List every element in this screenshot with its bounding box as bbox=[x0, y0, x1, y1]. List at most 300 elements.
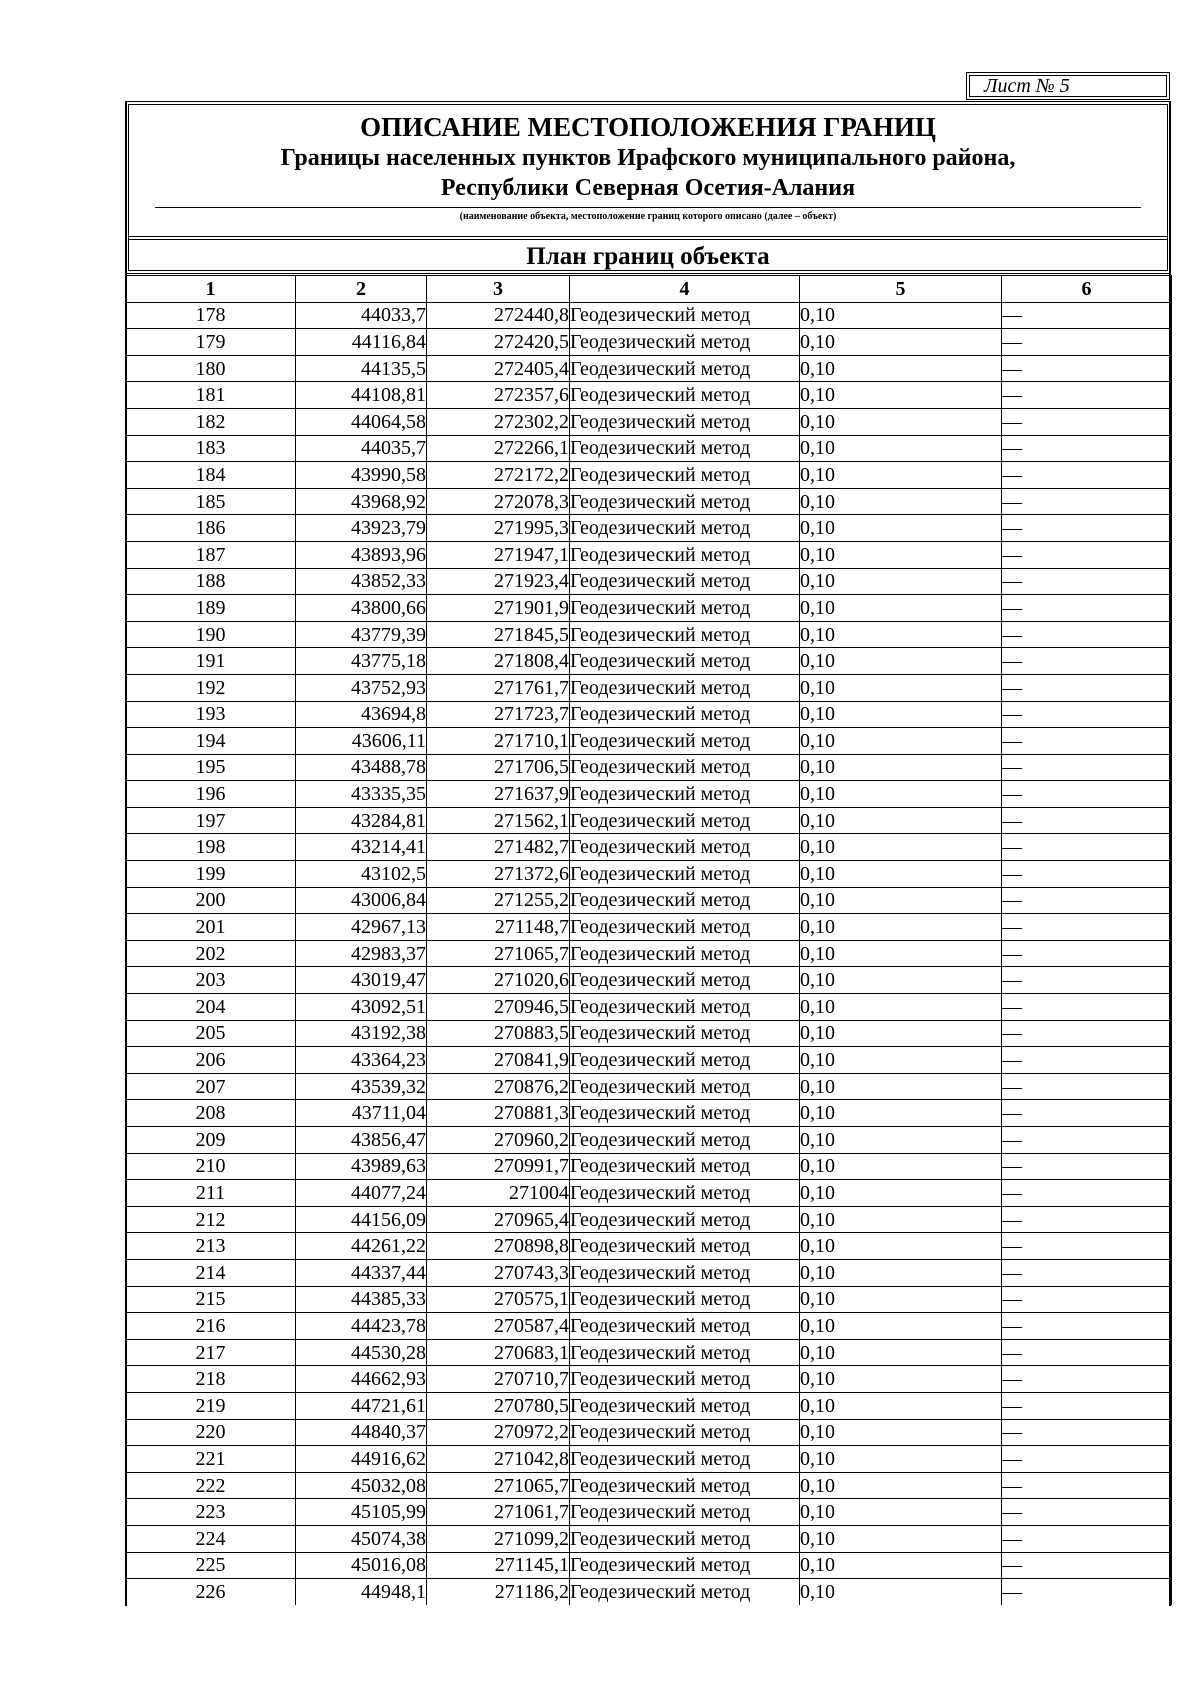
note-cell: — bbox=[1002, 1047, 1172, 1074]
point-number-cell: 210 bbox=[126, 1153, 296, 1180]
table-row bbox=[126, 488, 1172, 515]
method-cell: Геодезический метод bbox=[570, 1366, 800, 1393]
coord-x-cell: 43214,41 bbox=[296, 834, 427, 861]
coord-x-cell: 44035,7 bbox=[296, 435, 427, 462]
note-cell: — bbox=[1002, 887, 1172, 914]
method-cell: Геодезический метод bbox=[570, 1153, 800, 1180]
coord-x-cell: 43779,39 bbox=[296, 621, 427, 648]
method-cell: Геодезический метод bbox=[570, 1100, 800, 1127]
table-row bbox=[126, 807, 1172, 834]
table-row bbox=[126, 1525, 1172, 1552]
coord-x-cell: 44423,78 bbox=[296, 1313, 427, 1340]
table-row bbox=[126, 1206, 1172, 1233]
point-number-cell: 212 bbox=[126, 1206, 296, 1233]
accuracy-cell: 0,10 bbox=[800, 781, 1002, 808]
coord-x-cell: 43775,18 bbox=[296, 648, 427, 675]
point-number-cell: 224 bbox=[126, 1525, 296, 1552]
accuracy-cell: 0,10 bbox=[800, 1446, 1002, 1473]
coord-y-cell: 270991,7 bbox=[427, 1153, 570, 1180]
coord-x-cell: 43019,47 bbox=[296, 967, 427, 994]
note-cell: — bbox=[1002, 648, 1172, 675]
table-row bbox=[126, 355, 1172, 382]
coord-x-cell: 43102,5 bbox=[296, 861, 427, 888]
coord-x-cell: 43488,78 bbox=[296, 754, 427, 781]
accuracy-cell: 0,10 bbox=[800, 568, 1002, 595]
method-cell: Геодезический метод bbox=[570, 994, 800, 1021]
coord-x-cell: 44135,5 bbox=[296, 355, 427, 382]
coord-x-cell: 44916,62 bbox=[296, 1446, 427, 1473]
accuracy-cell: 0,10 bbox=[800, 541, 1002, 568]
coord-y-cell: 271042,8 bbox=[427, 1446, 570, 1473]
note-cell: — bbox=[1002, 595, 1172, 622]
method-cell: Геодезический метод bbox=[570, 462, 800, 489]
point-number-cell: 180 bbox=[126, 355, 296, 382]
table-row bbox=[126, 674, 1172, 701]
coord-y-cell: 272357,6 bbox=[427, 382, 570, 409]
method-cell: Геодезический метод bbox=[570, 408, 800, 435]
accuracy-cell: 0,10 bbox=[800, 1100, 1002, 1127]
accuracy-cell: 0,10 bbox=[800, 382, 1002, 409]
accuracy-cell: 0,10 bbox=[800, 834, 1002, 861]
subtitle-line-1: Границы населенных пунктов Ирафского муниципального района, bbox=[280, 145, 1016, 171]
coord-x-cell: 43989,63 bbox=[296, 1153, 427, 1180]
accuracy-cell: 0,10 bbox=[800, 1472, 1002, 1499]
note-cell: — bbox=[1002, 1180, 1172, 1207]
note-cell: — bbox=[1002, 302, 1172, 329]
accuracy-cell: 0,10 bbox=[800, 1579, 1002, 1605]
accuracy-cell: 0,10 bbox=[800, 1392, 1002, 1419]
note-cell: — bbox=[1002, 1206, 1172, 1233]
method-cell: Геодезический метод bbox=[570, 302, 800, 329]
point-number-cell: 216 bbox=[126, 1313, 296, 1340]
accuracy-cell: 0,10 bbox=[800, 940, 1002, 967]
coord-y-cell: 271947,1 bbox=[427, 541, 570, 568]
coord-x-cell: 43606,11 bbox=[296, 728, 427, 755]
table-row bbox=[126, 1233, 1172, 1260]
table-row bbox=[126, 435, 1172, 462]
note-cell: — bbox=[1002, 674, 1172, 701]
note-cell: — bbox=[1002, 807, 1172, 834]
coord-y-cell: 271020,6 bbox=[427, 967, 570, 994]
point-number-cell: 207 bbox=[126, 1073, 296, 1100]
coord-x-cell: 43856,47 bbox=[296, 1127, 427, 1154]
note-cell: — bbox=[1002, 914, 1172, 941]
table-row bbox=[126, 515, 1172, 542]
note-cell: — bbox=[1002, 435, 1172, 462]
method-cell: Геодезический метод bbox=[570, 355, 800, 382]
column-header-4: 4 bbox=[570, 276, 800, 303]
method-cell: Геодезический метод bbox=[570, 541, 800, 568]
coord-x-cell: 44108,81 bbox=[296, 382, 427, 409]
table-row bbox=[126, 1127, 1172, 1154]
point-number-cell: 214 bbox=[126, 1259, 296, 1286]
method-cell: Геодезический метод bbox=[570, 940, 800, 967]
coord-x-cell: 42967,13 bbox=[296, 914, 427, 941]
note-cell: — bbox=[1002, 1419, 1172, 1446]
accuracy-cell: 0,10 bbox=[800, 595, 1002, 622]
coord-x-cell: 44530,28 bbox=[296, 1339, 427, 1366]
accuracy-cell: 0,10 bbox=[800, 1127, 1002, 1154]
accuracy-cell: 0,10 bbox=[800, 1180, 1002, 1207]
coord-y-cell: 270965,4 bbox=[427, 1206, 570, 1233]
table-row bbox=[126, 1392, 1172, 1419]
coord-y-cell: 272405,4 bbox=[427, 355, 570, 382]
note-cell: — bbox=[1002, 1392, 1172, 1419]
note-cell: — bbox=[1002, 1100, 1172, 1127]
column-header-1: 1 bbox=[126, 276, 296, 303]
coord-x-cell: 44721,61 bbox=[296, 1392, 427, 1419]
accuracy-cell: 0,10 bbox=[800, 674, 1002, 701]
coord-x-cell: 43539,32 bbox=[296, 1073, 427, 1100]
table-row bbox=[126, 1579, 1172, 1605]
method-cell: Геодезический метод bbox=[570, 1552, 800, 1579]
table-row bbox=[126, 1446, 1172, 1473]
table-row bbox=[126, 329, 1172, 356]
coord-y-cell: 272078,3 bbox=[427, 488, 570, 515]
table-row bbox=[126, 595, 1172, 622]
column-header-3: 3 bbox=[427, 276, 570, 303]
coord-x-cell: 44385,33 bbox=[296, 1286, 427, 1313]
accuracy-cell: 0,10 bbox=[800, 1073, 1002, 1100]
coord-y-cell: 270683,1 bbox=[427, 1339, 570, 1366]
coord-x-cell: 44840,37 bbox=[296, 1419, 427, 1446]
method-cell: Геодезический метод bbox=[570, 1286, 800, 1313]
coord-y-cell: 271186,2 bbox=[427, 1579, 570, 1605]
note-cell: — bbox=[1002, 1339, 1172, 1366]
note-cell: — bbox=[1002, 1472, 1172, 1499]
note-cell: — bbox=[1002, 1446, 1172, 1473]
note-cell: — bbox=[1002, 382, 1172, 409]
table-row bbox=[126, 1313, 1172, 1340]
point-number-cell: 223 bbox=[126, 1499, 296, 1526]
accuracy-cell: 0,10 bbox=[800, 462, 1002, 489]
table-row bbox=[126, 834, 1172, 861]
table-row bbox=[126, 1259, 1172, 1286]
method-cell: Геодезический метод bbox=[570, 515, 800, 542]
accuracy-cell: 0,10 bbox=[800, 994, 1002, 1021]
accuracy-cell: 0,10 bbox=[800, 1419, 1002, 1446]
coord-x-cell: 43752,93 bbox=[296, 674, 427, 701]
method-cell: Геодезический метод bbox=[570, 728, 800, 755]
note-cell: — bbox=[1002, 1073, 1172, 1100]
note-cell: — bbox=[1002, 861, 1172, 888]
note-cell: — bbox=[1002, 1153, 1172, 1180]
coord-y-cell: 270587,4 bbox=[427, 1313, 570, 1340]
accuracy-cell: 0,10 bbox=[800, 967, 1002, 994]
coord-x-cell: 44156,09 bbox=[296, 1206, 427, 1233]
point-number-cell: 196 bbox=[126, 781, 296, 808]
title-underline bbox=[155, 207, 1141, 208]
method-cell: Геодезический метод bbox=[570, 781, 800, 808]
table-row bbox=[126, 967, 1172, 994]
coord-x-cell: 44077,24 bbox=[296, 1180, 427, 1207]
coord-y-cell: 271148,7 bbox=[427, 914, 570, 941]
accuracy-cell: 0,10 bbox=[800, 1525, 1002, 1552]
note-cell: — bbox=[1002, 1259, 1172, 1286]
coord-x-cell: 44064,58 bbox=[296, 408, 427, 435]
point-number-cell: 183 bbox=[126, 435, 296, 462]
coord-y-cell: 271706,5 bbox=[427, 754, 570, 781]
point-number-cell: 221 bbox=[126, 1446, 296, 1473]
point-number-cell: 211 bbox=[126, 1180, 296, 1207]
table-row bbox=[126, 541, 1172, 568]
method-cell: Геодезический метод bbox=[570, 1313, 800, 1340]
method-cell: Геодезический метод bbox=[570, 435, 800, 462]
table-row bbox=[126, 408, 1172, 435]
table-row bbox=[126, 728, 1172, 755]
section-title: План границ объекта bbox=[526, 243, 770, 270]
method-cell: Геодезический метод bbox=[570, 568, 800, 595]
point-number-cell: 222 bbox=[126, 1472, 296, 1499]
accuracy-cell: 0,10 bbox=[800, 728, 1002, 755]
accuracy-cell: 0,10 bbox=[800, 1313, 1002, 1340]
accuracy-cell: 0,10 bbox=[800, 408, 1002, 435]
coord-y-cell: 272302,2 bbox=[427, 408, 570, 435]
point-number-cell: 218 bbox=[126, 1366, 296, 1393]
table-row bbox=[126, 302, 1172, 329]
coord-y-cell: 270841,9 bbox=[427, 1047, 570, 1074]
note-cell: — bbox=[1002, 488, 1172, 515]
table-row bbox=[126, 1153, 1172, 1180]
accuracy-cell: 0,10 bbox=[800, 1366, 1002, 1393]
table-row bbox=[126, 382, 1172, 409]
note-cell: — bbox=[1002, 834, 1172, 861]
accuracy-cell: 0,10 bbox=[800, 1153, 1002, 1180]
accuracy-cell: 0,10 bbox=[800, 1339, 1002, 1366]
coord-y-cell: 270946,5 bbox=[427, 994, 570, 1021]
coord-y-cell: 270876,2 bbox=[427, 1073, 570, 1100]
accuracy-cell: 0,10 bbox=[800, 1206, 1002, 1233]
coord-y-cell: 271995,3 bbox=[427, 515, 570, 542]
object-caption: (наименование объекта, местоположение границ которого описано (далее – объект) bbox=[459, 211, 837, 222]
coord-y-cell: 272420,5 bbox=[427, 329, 570, 356]
column-header-6: 6 bbox=[1002, 276, 1172, 303]
note-cell: — bbox=[1002, 1233, 1172, 1260]
note-cell: — bbox=[1002, 1020, 1172, 1047]
table-row bbox=[126, 1180, 1172, 1207]
accuracy-cell: 0,10 bbox=[800, 621, 1002, 648]
coord-y-cell: 270960,2 bbox=[427, 1127, 570, 1154]
coord-x-cell: 44116,84 bbox=[296, 329, 427, 356]
table-header-row bbox=[126, 276, 1172, 303]
method-cell: Геодезический метод bbox=[570, 807, 800, 834]
coord-y-cell: 270883,5 bbox=[427, 1020, 570, 1047]
accuracy-cell: 0,10 bbox=[800, 302, 1002, 329]
note-cell: — bbox=[1002, 568, 1172, 595]
section-divider bbox=[129, 236, 1167, 240]
accuracy-cell: 0,10 bbox=[800, 648, 1002, 675]
coord-x-cell: 43893,96 bbox=[296, 541, 427, 568]
point-number-cell: 182 bbox=[126, 408, 296, 435]
table-row bbox=[126, 1286, 1172, 1313]
method-cell: Геодезический метод bbox=[570, 1020, 800, 1047]
note-cell: — bbox=[1002, 355, 1172, 382]
coord-y-cell: 271255,2 bbox=[427, 887, 570, 914]
coord-y-cell: 272172,2 bbox=[427, 462, 570, 489]
note-cell: — bbox=[1002, 329, 1172, 356]
coord-y-cell: 270780,5 bbox=[427, 1392, 570, 1419]
coord-y-cell: 271761,7 bbox=[427, 674, 570, 701]
accuracy-cell: 0,10 bbox=[800, 1233, 1002, 1260]
method-cell: Геодезический метод bbox=[570, 754, 800, 781]
method-cell: Геодезический метод bbox=[570, 1339, 800, 1366]
note-cell: — bbox=[1002, 1579, 1172, 1605]
method-cell: Геодезический метод bbox=[570, 1206, 800, 1233]
coord-y-cell: 272440,8 bbox=[427, 302, 570, 329]
note-cell: — bbox=[1002, 1313, 1172, 1340]
accuracy-cell: 0,10 bbox=[800, 754, 1002, 781]
coord-x-cell: 43711,04 bbox=[296, 1100, 427, 1127]
table-row bbox=[126, 1020, 1172, 1047]
point-number-cell: 206 bbox=[126, 1047, 296, 1074]
method-cell: Геодезический метод bbox=[570, 329, 800, 356]
method-cell: Геодезический метод bbox=[570, 1525, 800, 1552]
table-body bbox=[126, 302, 1172, 1605]
coord-x-cell: 45105,99 bbox=[296, 1499, 427, 1526]
table-row bbox=[126, 568, 1172, 595]
point-number-cell: 197 bbox=[126, 807, 296, 834]
document-subtitle bbox=[129, 143, 1167, 203]
point-number-cell: 219 bbox=[126, 1392, 296, 1419]
coord-y-cell: 270743,3 bbox=[427, 1259, 570, 1286]
note-cell: — bbox=[1002, 728, 1172, 755]
point-number-cell: 226 bbox=[126, 1579, 296, 1605]
accuracy-cell: 0,10 bbox=[800, 1259, 1002, 1286]
point-number-cell: 184 bbox=[126, 462, 296, 489]
coord-x-cell: 43006,84 bbox=[296, 887, 427, 914]
document-header bbox=[125, 101, 1171, 274]
accuracy-cell: 0,10 bbox=[800, 914, 1002, 941]
coord-x-cell: 43364,23 bbox=[296, 1047, 427, 1074]
point-number-cell: 195 bbox=[126, 754, 296, 781]
table-row bbox=[126, 462, 1172, 489]
note-cell: — bbox=[1002, 515, 1172, 542]
table-row bbox=[126, 1339, 1172, 1366]
accuracy-cell: 0,10 bbox=[800, 435, 1002, 462]
column-header-5: 5 bbox=[800, 276, 1002, 303]
accuracy-cell: 0,10 bbox=[800, 515, 1002, 542]
coord-x-cell: 45032,08 bbox=[296, 1472, 427, 1499]
note-cell: — bbox=[1002, 1525, 1172, 1552]
point-number-cell: 179 bbox=[126, 329, 296, 356]
accuracy-cell: 0,10 bbox=[800, 488, 1002, 515]
method-cell: Геодезический метод bbox=[570, 887, 800, 914]
table-row bbox=[126, 754, 1172, 781]
method-cell: Геодезический метод bbox=[570, 1446, 800, 1473]
accuracy-cell: 0,10 bbox=[800, 355, 1002, 382]
method-cell: Геодезический метод bbox=[570, 1073, 800, 1100]
table-row bbox=[126, 994, 1172, 1021]
coord-x-cell: 43694,8 bbox=[296, 701, 427, 728]
point-number-cell: 186 bbox=[126, 515, 296, 542]
accuracy-cell: 0,10 bbox=[800, 1020, 1002, 1047]
coord-y-cell: 271061,7 bbox=[427, 1499, 570, 1526]
method-cell: Геодезический метод bbox=[570, 1392, 800, 1419]
method-cell: Геодезический метод bbox=[570, 834, 800, 861]
table-row bbox=[126, 861, 1172, 888]
coord-y-cell: 270972,2 bbox=[427, 1419, 570, 1446]
table-row bbox=[126, 1552, 1172, 1579]
point-number-cell: 192 bbox=[126, 674, 296, 701]
method-cell: Геодезический метод bbox=[570, 382, 800, 409]
point-number-cell: 188 bbox=[126, 568, 296, 595]
point-number-cell: 187 bbox=[126, 541, 296, 568]
method-cell: Геодезический метод bbox=[570, 1499, 800, 1526]
point-number-cell: 200 bbox=[126, 887, 296, 914]
document-title: ОПИСАНИЕ МЕСТОПОЛОЖЕНИЯ ГРАНИЦ bbox=[360, 112, 936, 142]
method-cell: Геодезический метод bbox=[570, 861, 800, 888]
coord-y-cell: 270898,8 bbox=[427, 1233, 570, 1260]
coord-y-cell: 271065,7 bbox=[427, 1472, 570, 1499]
note-cell: — bbox=[1002, 1499, 1172, 1526]
table-row bbox=[126, 940, 1172, 967]
coord-x-cell: 44948,1 bbox=[296, 1579, 427, 1605]
note-cell: — bbox=[1002, 940, 1172, 967]
note-cell: — bbox=[1002, 1552, 1172, 1579]
coord-y-cell: 271145,1 bbox=[427, 1552, 570, 1579]
point-number-cell: 220 bbox=[126, 1419, 296, 1446]
coord-x-cell: 43852,33 bbox=[296, 568, 427, 595]
coord-y-cell: 271637,9 bbox=[427, 781, 570, 808]
coord-x-cell: 43284,81 bbox=[296, 807, 427, 834]
method-cell: Геодезический метод bbox=[570, 1127, 800, 1154]
point-number-cell: 208 bbox=[126, 1100, 296, 1127]
coord-x-cell: 44261,22 bbox=[296, 1233, 427, 1260]
coord-y-cell: 270881,3 bbox=[427, 1100, 570, 1127]
sheet-number-label: Лист № 5 bbox=[966, 72, 1170, 100]
note-cell: — bbox=[1002, 1286, 1172, 1313]
subtitle-line-2: Республики Северная Осетия-Алания bbox=[440, 175, 856, 201]
note-cell: — bbox=[1002, 462, 1172, 489]
coord-y-cell: 271923,4 bbox=[427, 568, 570, 595]
coord-x-cell: 43990,58 bbox=[296, 462, 427, 489]
coord-y-cell: 271723,7 bbox=[427, 701, 570, 728]
coord-y-cell: 271710,1 bbox=[427, 728, 570, 755]
coord-y-cell: 271901,9 bbox=[427, 595, 570, 622]
coord-y-cell: 272266,1 bbox=[427, 435, 570, 462]
point-number-cell: 215 bbox=[126, 1286, 296, 1313]
accuracy-cell: 0,10 bbox=[800, 701, 1002, 728]
coord-y-cell: 271372,6 bbox=[427, 861, 570, 888]
column-header-2: 2 bbox=[296, 276, 427, 303]
point-number-cell: 199 bbox=[126, 861, 296, 888]
point-number-cell: 201 bbox=[126, 914, 296, 941]
note-cell: — bbox=[1002, 408, 1172, 435]
table-row bbox=[126, 701, 1172, 728]
point-number-cell: 225 bbox=[126, 1552, 296, 1579]
method-cell: Геодезический метод bbox=[570, 1259, 800, 1286]
coord-y-cell: 271808,4 bbox=[427, 648, 570, 675]
note-cell: — bbox=[1002, 541, 1172, 568]
accuracy-cell: 0,10 bbox=[800, 1286, 1002, 1313]
table-row bbox=[126, 781, 1172, 808]
table-row bbox=[126, 1472, 1172, 1499]
table-row bbox=[126, 914, 1172, 941]
point-number-cell: 213 bbox=[126, 1233, 296, 1260]
point-number-cell: 178 bbox=[126, 302, 296, 329]
point-number-cell: 202 bbox=[126, 940, 296, 967]
coord-y-cell: 270710,7 bbox=[427, 1366, 570, 1393]
point-number-cell: 190 bbox=[126, 621, 296, 648]
point-number-cell: 203 bbox=[126, 967, 296, 994]
point-number-cell: 209 bbox=[126, 1127, 296, 1154]
table-row bbox=[126, 621, 1172, 648]
coord-x-cell: 44337,44 bbox=[296, 1259, 427, 1286]
accuracy-cell: 0,10 bbox=[800, 807, 1002, 834]
method-cell: Геодезический метод bbox=[570, 1233, 800, 1260]
table-row bbox=[126, 1100, 1172, 1127]
accuracy-cell: 0,10 bbox=[800, 1552, 1002, 1579]
